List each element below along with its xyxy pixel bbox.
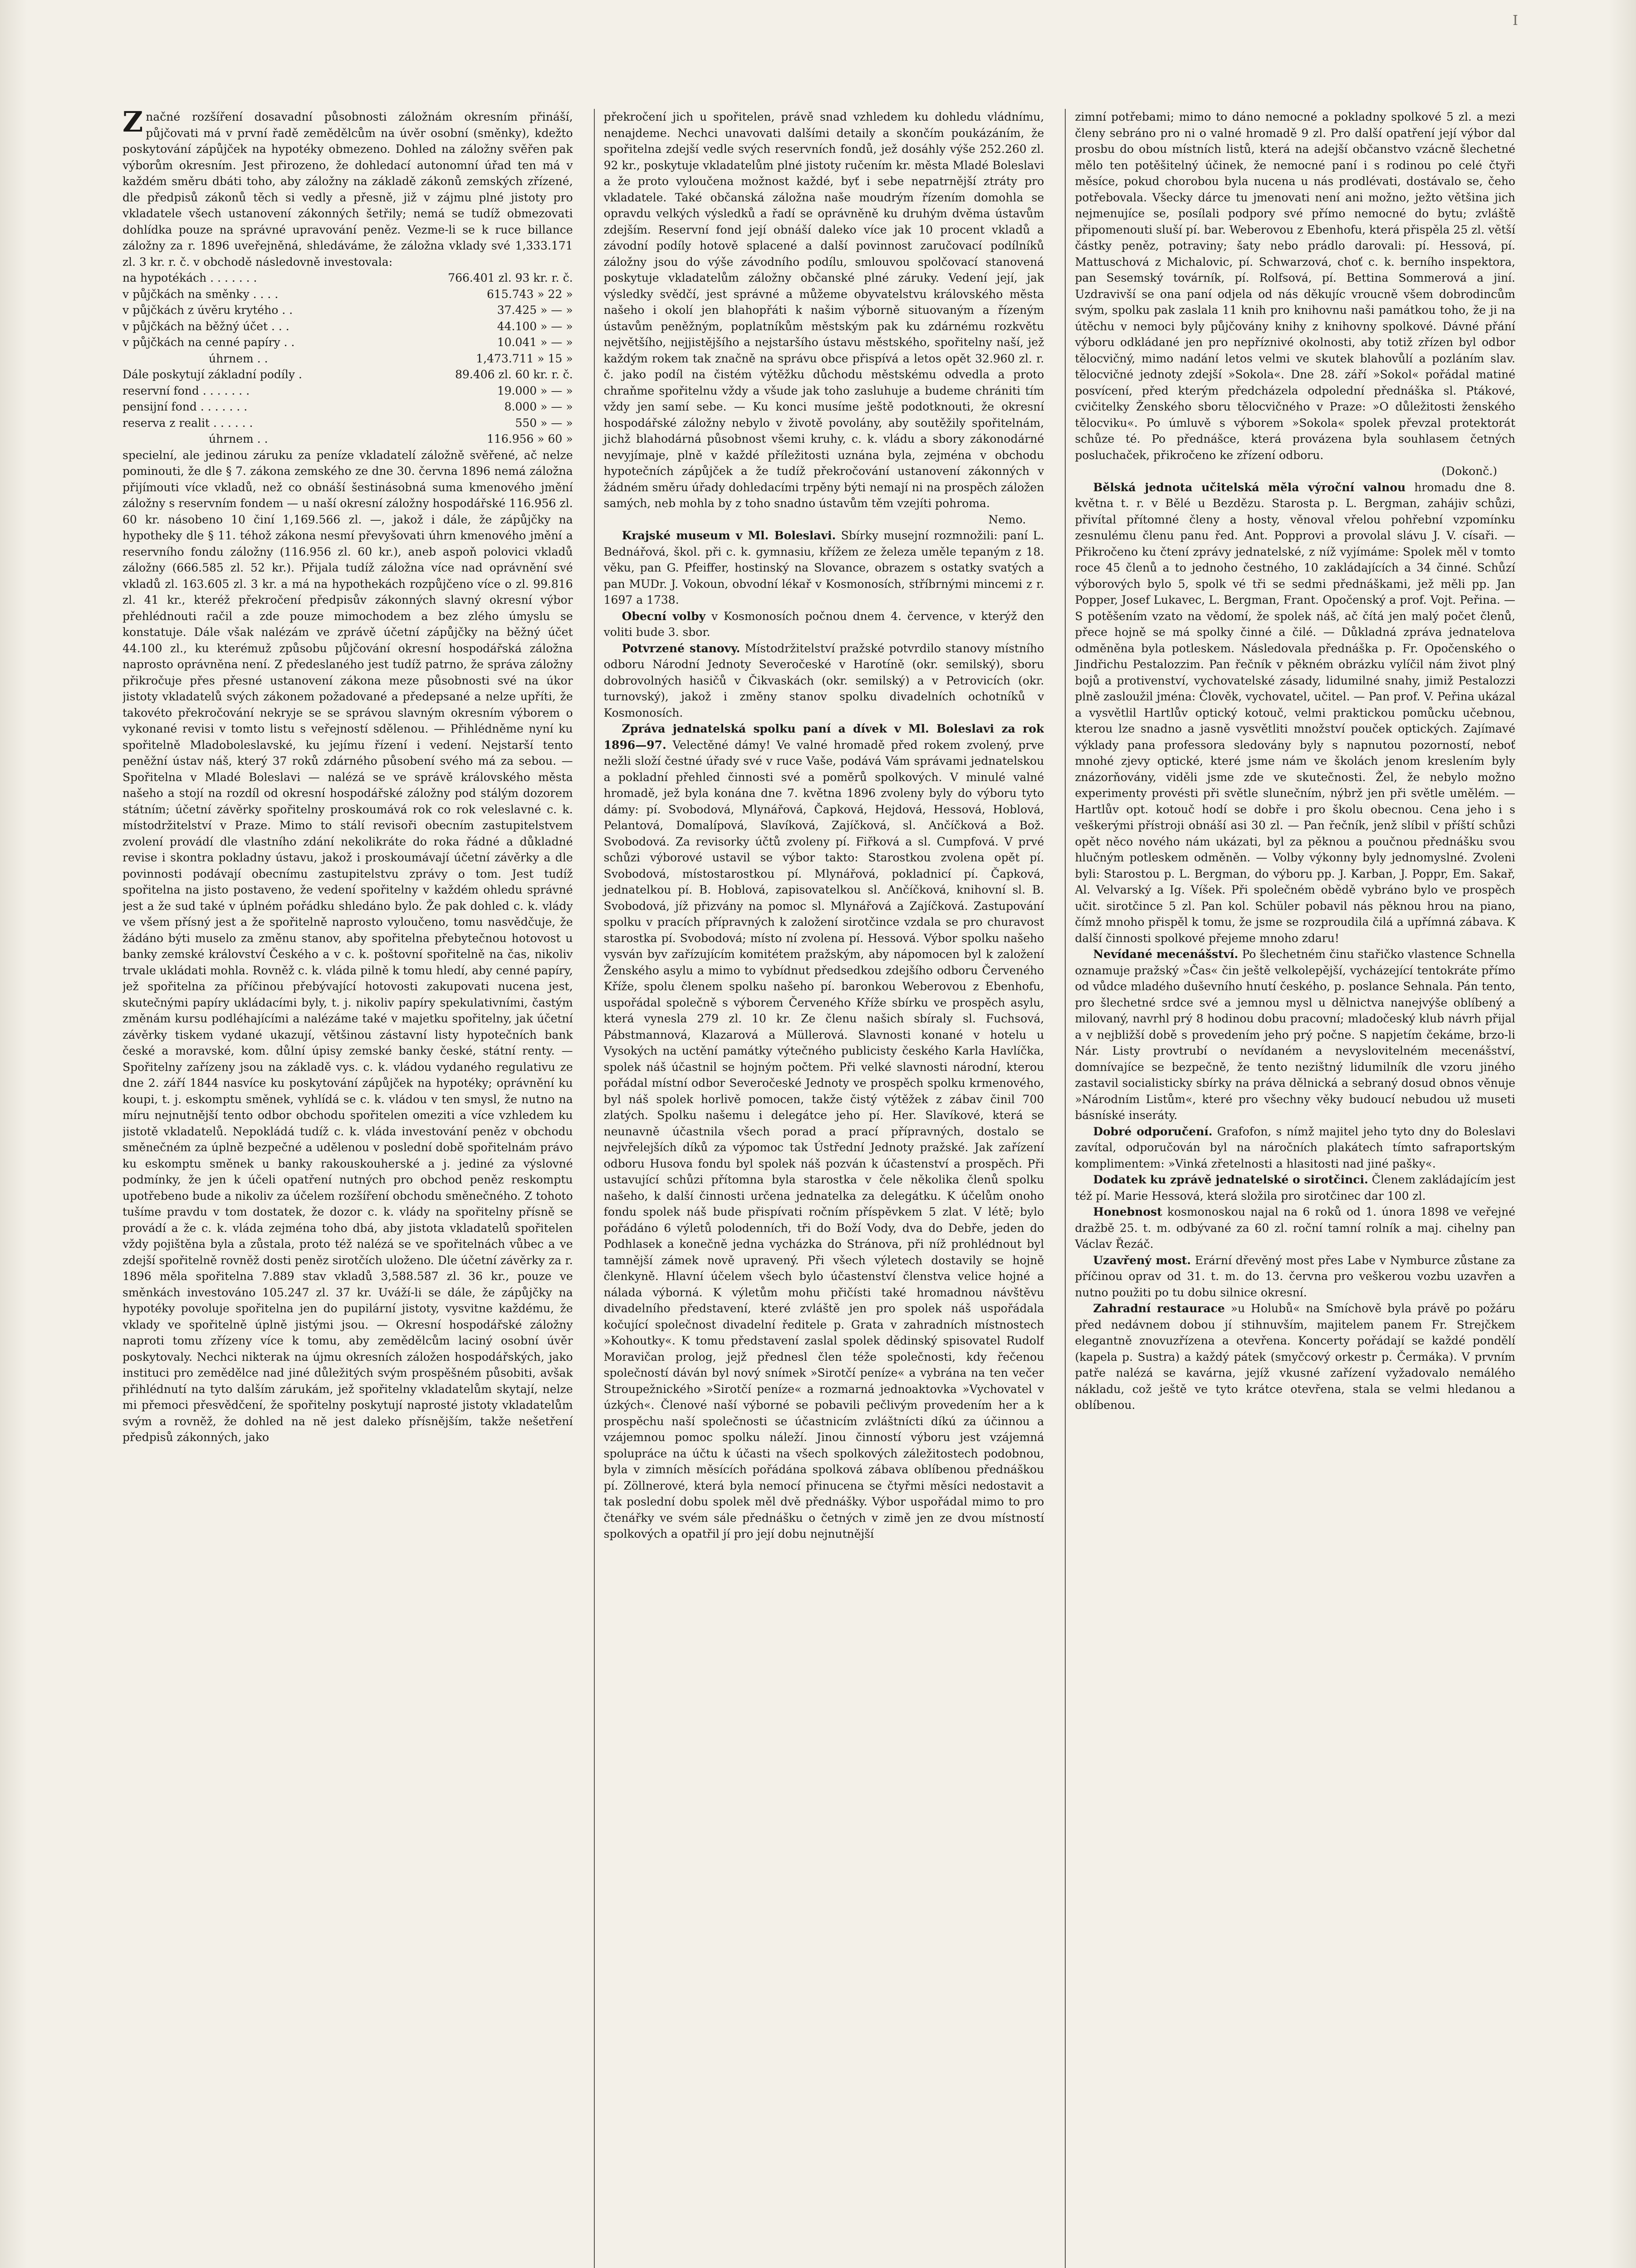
news-item: Zpráva jednatelská spolku paní a dívek v Ml. Boleslavi za rok 1896—97. Velectěné dámy! Ve valné hromadě před rokem zvolený, prve nežli složí čestné úřady své v ruce Vaše, podává Vám správami jednatelskou a pokladní přehled činnosti své a poměrů spolkových. V minulé valné hromadě, jež byla konána dne 7. května 1896 zvoleny byly do výboru tyto dámy: pí. Svobodová, Mlynářová, Čapková, Hejdová, Hessová, Hoblová, Pelantová, Domalípová, Slavíková, Zajíčková, sl. Ančíčková a Bož. Svobodová. Za revisorky účtů zvoleny pí. Fiřková a sl. Cumpfová. V prvé schůzi výborové ustavil se výbor takto: Starostkou zvolena opět pí. Svobodová, místostarostkou pí. Mlynářová, pokladnicí pí. Čapková, jednatelkou pí. B. Hoblová, zapisovatelkou sl. Ančíčková, knihovní sl. B. Svobodová, jíž přizvány na pomoc sl. Mlynářová a Zajíčková. Zastupování spolku v pracích přípravných k založení sirotčince vzdala se pro churavost starostka pí. Svobodová; místo ní zvolena pí. Hessová. Výbor spolku našeho vysván byv zařízujícím komitétem pražským, aby nápomocen byl k založení Ženského asylu a mimo to vybídnut předsedkou zdejšího odboru Červeného Kříže, spolu členem spolku našeho pí. baronkou Weberovou z Ebenhofu, uspořádal společně s výborem Červeného Kříže sbírku ve prospěch asylu, která vynesla 279 zl. 10 kr. Ze členu našich sbíraly sl. Fuchsová, Pábstmannová, Klazarová a Müllerová. Slavnosti konané v hotelu u Vysokých na uctění památky výtečného publicisty českého Karla Havlíčka, spolek náš účastnil se hojným počtem. Při velké slavnosti národní, kterou pořádal místní odbor Severočeské Jednoty ve prospěch spolku krmenového, byl náš spolek horlivě pomocen, takže čistý výtěžek z zábav činil 700 zlatých. Spolku našemu i delegátce jeho pí. Her. Slavíkové, která se neunavně účastnila všech porad a prací přípravných, dostalo se nejvřelejších díků za výpomoc tak Ústřední Jednoty pražské. Jak zařízení odboru Husova fondu byl spolek náš pozván k účastenství a prospěch. Při ustavující schůzi přítomna byla starostka v čele několika členů spolku našeho, k další činnosti určena jednatelka za delegátku. K účelům onoho fondu spolek náš bude přispívati ročním příspěvkem 5 zlat. V létě; bylo pořádáno 6 výletů polodenních, tři do Boží Vody, dva do Debře, jeden do Podhlasek a konečně jedna vycházka do Stránova, při níž prohlédnout byl tamnější zámek nově upravený. Při všech výletech dostavily se hojně členkyně. Hlavní účelem všech bylo účastenství členstva velice hojné a nálada výborná. K výletům mohu přičísti také hromadnou návštěvu divadelního představení, které zvláště jen pro spolek náš uspořádala kočující společnost divadelní ředitele p. Grata v zahradních místnostech »Kohoutky«. K tomu představení zaslal spolek dědinský spisovatel Rudolf Moravičan prolog, jejž přednesl člen téže společnosti, kdy řečenou společností dáván byl nový snímek »Sirotčí peníze« a vybrána na ten večer Stroupežnického »Sirotčí peníze« a rozmarná jednoaktovka »Vychovatel v úzkých«. Členové naší výborné se pobavili pečlivým provedením her a k prospěchu naší společnosti se účastnicím zvláštnícti díkú za účinnou a vzájemnou pomoc spolku náleží. Jinou činností výboru jest vzájemná spolupráce na účtu k účasti na všech spolkových záležitostech podobnou, byla v zimních měsících pořádána spolková zábava oblíbenou přednáškou pí. Zöllnerové, která byla nemocí přinucena se čtyřmi měsíci nedostavit a tak poslední dobu spolek měl dvě přednášky. Výbor uspořádal mimo to pro čtenářky ve svém sále přednášku o četných v zimě jen ze dvou místností spolkových a opatřil jí pro její dobu nejnutnější <box>603 722 1044 1540</box>
table-row: pensijní fond . . . . . . . 8.000 » — » <box>122 400 573 413</box>
article-signature: Nemo. <box>988 513 1026 526</box>
news-headline: Zpráva jednatelská spolku paní a dívek v Ml. Boleslavi za rok 1896—97. <box>603 722 1044 752</box>
table-row: v půjčkách na cenné papíry . . 10.041 » — » <box>122 336 573 349</box>
table-row: na hypotékách . . . . . . . 766.401 zl. 93 kr. r. č. <box>122 271 573 284</box>
news-headline: Potvrzené stanovy. <box>622 641 740 655</box>
table-row: v půjčkách na běžný účet . . . 44.100 » — » <box>122 319 573 333</box>
news-headline: Nevídané mecenášství. <box>1093 948 1239 961</box>
scan-edge-left <box>0 0 27 2268</box>
article-body: překročení jich u spořitelen, právě snad vzhledem ku dohledu vládnímu, nenajdeme. Nechci unavovati dalšími detaily a skončím poukázáním, že spořitelna zdejší vedle svých reservních fondů, jež dosáhly výše 252.260 zl. 92 kr., poskytuje vkladatelům plné jistoty ručením kr. města Mladé Boleslavi a že proto vyloučena možnost každé, byť i sebe nepatrnější ztráty pro vkladatele. Také občanská záložna naše moudrým řízením domohla se opravdu velkých výsledků a řadí se oprávněně ku druhým dvěma ústavům zdejším. Reservní fond její obnáší daleko více jak 10 procent vkladů a závodní podíly hotově splacené a další povinnost zaručovací podílníků záložny jsou do výše závodního podílu, smlouvou spolčovací stanovená poskytuje vkladatelům záložny občanské plné záruky. Vedení její, jak výsledky svědčí, jest správné a můžeme obyvatelstvu královského města našeho i okolí jen blahopřáti k našim výborně situovaným a řízeným ústavům peněžným, poplatníkům městským pak ku zdárnému rozkvětu největšího, nejjistějšího a nejstaršího ústavu městského, spořitelny naší, jež každým rokem tak značně na správu obce přispívá a letos opět 32.960 zl. r. č. jako podíl na čistém výtěžku důchodu městskému odvedla a proto chraňme spořitelnu vždy a všude jak toho zasluhuje a budeme chrániti tím vždy jen samí sebe. — Ku konci musíme ještě podotknouti, že okresní hospodářské záložny nebylo v životě povolány, aby soutěžily spořitelnám, jichž blahodárná působnost všemi kruhy, c. k. vládu a sbory zákonodárné nevyjímaje, plně v každé příležitosti uznána byla, zejména v obchodu hypotečních zápůjček a že tudíž překročování ustanovení zákonných v žádném směru úřady dohledacími trpěny býti nemají ni na prospěch záložen samých, neb mohla by z toho snadno ústavům těm vzejíti pohroma. <box>603 110 1044 510</box>
news-headline: Obecní volby <box>622 609 706 623</box>
news-item: Dobré odporučení. Grafofon, s nímž majitel jeho tyto dny do Boleslavi zavítal, odporučován byl na náročních plakátech tímto safraportským komplimentem: »Vinká zřetelnosti a hlasitosti nad jiné pašky«. <box>1075 1124 1515 1170</box>
article-signature: (Dokonč.) <box>1441 464 1497 478</box>
scan-edge-right <box>1609 0 1636 2268</box>
table-row: reserva z realit . . . . . . 550 » — » <box>122 416 573 430</box>
news-headline: Zahradní restaurace <box>1093 1302 1225 1315</box>
news-headline: Uzavřený most. <box>1093 1253 1191 1267</box>
news-headline: Dodatek ku zprávě jednatelské o sirotčinci. <box>1093 1173 1368 1186</box>
column-2 <box>594 109 1044 2268</box>
article-continuation: Značné rozšíření dosavadní působnosti záložnám okresním přináší, půjčovati má v první řadě zemědělcům na úvěr osobní (směnky), kdežto poskytování zápůjček na hypotéky obmezeno. Dohled na záložny svěřen pak výborům okresním. Jest přirozeno, že dohledací autonomní úřad ten má v každém směru dbáti toho, aby záložny na základě zákonů zemských zřízené, dle předpisů zákonů těch si vedly a přesně, již v zájmu plné jistoty pro vkladatele všech ustanovení zákonných šetřily; nemá se tudíž obmezovati dohlídka pouze na správné upravování peněz. Vezme-li se k ruce billance záložny za r. 1896 uveřejněná, shledáváme, že záložna vklady své 1,333.171 zl. 3 kr. r. č. v obchodě následovně investovala: <box>122 109 573 269</box>
table-row: v půjčkách na směnky . . . . 615.743 » 22 » <box>122 287 573 301</box>
column-3 <box>1065 109 1515 2268</box>
news-headline: Dobré odporučení. <box>1093 1124 1213 1138</box>
news-item: Obecní volby v Kosmonosích počnou dnem 4. července, v kterýž den voliti bude 3. sbor. <box>603 609 1044 639</box>
article-body: zimní potřebami; mimo to dáno nemocné a pokladny spolkové 5 zl. a mezi členy sebráno pro ni o valné hromadě 9 zl. Pro další opatření její výbor dal prosbu do obou místních listů, která na adejší občanstvo vzácně šlechetné mělo ten potěšitelný účinek, že nemocné paní i s rodinou po celé čtyři měsíce, pokud chorobou byla nucena u nás prodlévati, dostávalo se, čeho potřebovala. Všecky dárce tu jmenovati není ani možno, ježto většina jich nejmenujíce se, posílali podpory své přímo nemocné do bytu; zvláště připomenouti sluší pí. bar. Weberovou z Ebenhofu, která přispěla 25 zl. větší částky peněz, potraviny; šaty nebo prádlo darovali: pí. Hessová, pí. Mattuschová z Michalovic, pí. Schwarzová, choť c. k. berního inspektora, pan Sesemský továrník, pí. Rolfsová, pí. Bettina Sommerová a jiní. Uzdravivší se ona paní odjela od nás děkujíc vroucně všem dobrodincům svým, spolku pak zaslala 11 knih pro knihovnu naši památkou toho, že ji na útěchu v nemoci byly půjčovány knihy z knihovny spolkové. Dávné přání výboru odkládané jen pro nepříznivé okolnosti, aby totiž zřízen byl odbor tělocvičný, mimo nadání letos velmi ve skutek blahovůlí a pozláním slav. tělocvičné jednoty zdejší »Sokola«. Dne 28. září »Sokol« pořádal matiné posvícení, před kterým předcházela odpolední přednáška sl. Ptákové, cvičitelky Ženského sboru tělocvičného v Praze: »O důležitosti ženského tělocviku«. Po úmluvě s výborem »Sokola« spolek převzal protektorát schůze té. Po přednášce, která provázena byla souhlasem četných posluchaček, přikročeno ke zřízení odboru. <box>1075 110 1515 462</box>
column-1 <box>122 109 573 2268</box>
table-total-row: úhrnem . . 1,473.711 » 15 » <box>209 352 573 365</box>
news-headline: Honebnost <box>1093 1205 1162 1218</box>
article-body: specielní, ale jedinou záruku za peníze vkladatelí záložně svěřené, ač nelze pominouti, že dle § 7. zákona zemského ze dne 30. června 1896 nemá záložna přijímouti více vkladů, než co obnáší šestinásobná suma kmenového jmění záložny s reservním fondem — u naší okresní záložny hospodářské 116.956 zl. 60 kr. násobeno 10 činí 1,169.566 zl. —, jakož i dále, že zápůjčky na hypotheky dle § 11. téhož zákona nesmí převyšovati úhrn kmenového jmění a reservního fondu záložny (116.956 zl. 60 kr.), aneb aspoň polovici vkladů záložny (666.585 zl. 52 kr.). Přijala tudíž záložna více nad oprávnění své vkladů zl. 163.605 zl. 3 kr. a má na hypothekách rozpůjčeno více o zl. 99.816 zl. 41 kr., kteréž překročení předpisův zákonných slavný okresní výbor přehlédnouti račil a zde pouze mimochodem a bez zlého úmyslu se konstatuje. Dále však nalézám ve zprávě účetní zápůjčky na běžný účet 44.100 zl., ku kterémuž způsobu půjčování okresní hospodářská záložna naprosto oprávněna není. Z předeslaného jest tudíž patrno, že správa záložny přikročuje přes přesné ustanovení zákona meze působnosti své na úkor jistoty vkladatelů svých zákonem požadované a předepsané a nelze upříti, že takovéto překročování nekryje se se správou slavným okresním výborem o vykonané revisi v tomto listu s veřejností sdělenou. — Přihlédněme nyní ku spořitelně Mladoboleslavské, ku jejímu řízení i vedení. Nejstarší tento peněžní ústav náš, který 37 roků zdárného působení svého má za sebou. — Spořitelna v Mladé Boleslavi — nalézá se ve správě královského města našeho a stojí na rozdíl od okresní hospodářské záložny pod stálým dozorem státním; účetní závěrky spořitelny proskoumává rok co rok veleslavné c. k. místodržitelství v Praze. Mimo to stálí revisoři obecním zastupitelstvem zvolení provádí dle vlastního zdání nekolikráte do roka řádné a důkladné revise i skontra pokladny ústavu, jakož i proskoumávají účetní závěrky a dle povinnosti podávají obecnímu zastupitelstvu zprávy o tom. Jest tudíž spořitelna na jisto postaveno, že vedení spořitelny v každém ohledu správné jest a že sud také v úplném pořádku shledáno bylo. Že pak dohled c. k. vlády ve všem přísný jest a že spořitelně naprosto vyloučeno, tomu nasvědčuje, že žádáno býti muselo za změnu stanov, aby spořitelna přebytečnou hotovost u banky zemské království Českého a v c. k. poštovní spořitelně na čas, nikoliv trvale ukládati mohla. Rovněž c. k. vláda pilně k tomu hledí, aby cenné papíry, jež spořitelna za příčinou přebývající hotovosti zakupovati nucena jest, skutečnými papíry ukládacími byly, t. j. nikoliv papíry spekulativními, častým změnám kursu podléhajícími a nalézáme také v majetku spořitelny, jak účetní závěrky tiskem vydané ukazují, většinou zástavní listy hypotečních bank české a moravské, kom. důlní úpisy zemské banky české, státní renty. — Spořitelny zařízeny jsou na základě vys. c. k. vládou vydaného regulativu ze dne 2. září 1844 nasvíce ku poskytování zápůjček na hypotéky; oprávnění ku koupi, t. j. eskomptu směnek, vyhlídá se c. k. vládou v ten smysl, že nutno na míru nejnutnější tento odbor obchodu spořitelen omeziti a více vzhledem ku jistotě vkladatelů. Nepokládá tudíž c. k. vláda investování peněz v obchodu směnečném za úplně bezpečné a udělenou v poslední době spořitelnám právo ku eskomptu směnek u banky rakouskouherské a j. jediné za výslovné podmínky, že jen k účeli opatření nutných pro obchod peněz reskomptu upotřebeno bude a nikoliv za účelem rozšíření obchodu směnečného. Z tohoto tušíme pravdu v tom dostatek, že dozor c. k. vlády na spořitelny přísně se provádí a že c. k. vláda zejména toho dbá, aby jistota vkladatelů spořitelen vždy pojištěna byla a zůstala, proto též nalézá se ve spořitelnách vůbec a ve zdejší spořitelně rovněž dosti peněz sirotčích uloženo. Dle účetní závěrky za r. 1896 měla spořitelna 7.889 stav vkladů 3,588.587 zl. 36 kr., pouze ve směnkách investováno 105.247 zl. 37 kr. Uváží-li se dále, že zápůjčky na hypotéky povoluje spořitelna jen do pupilární jistoty, vysvitne každému, že vklady ve spořitelně úplně jistými jsou. — Okresní hospodářské záložny naproti tomu zřízeny více k tomu, aby zemědělcům laciný osobní úvěr poskytovaly. Nechci nikterak na újmu okresních záložen hospodářských, jako instituci pro zemědělce nad jiné důležitých svým prospěšném působiti, avšak přihlédnutí na tyto dalším zárukám, jež spořitelny vkladatelům skytají, nelze mi přemoci přesvědčení, že spořitelny poskytují naprosté jistoty vkladatelům svým a rovněž, že dohled na ně jest daleko přísnějším, takže nešetření předpisů zákonných, jako <box>122 448 573 1444</box>
drop-cap: Z <box>122 109 143 138</box>
news-headline: Bělská jednota učitelská měla výroční valnou <box>1093 480 1406 494</box>
text-columns <box>122 109 1515 2268</box>
news-item: Bělská jednota učitelská měla výroční valnou hromadu dne 8. května t. r. v Bělé u Bezdězu. Starosta p. L. Bergman, zahájiv schůzi, přivítal přítomné členy a hosty, věnoval vřelou pohřební vzpomínku zesnulému členu panu řed. Ant. Popprovi a provolal slávu J. V. císaři. — Přikročeno ku čtení zprávy jednatelské, z níž vyjímáme: Spolek měl v tomto roce 45 členů a to jednoho čestného, 10 zakládajících a 34 činné. Schůzí výborových bylo 5, spolk vé tři se sedmi přednáškami, jež měli pp. Jan Popper, Josef Lukavec, L. Bergman, Frant. Opočenský a prof. Vojt. Peřina. — S potěšením vzato na vědomí, že spolek náš, ač čítá jen malý počet členů, přece hojně se má spolky činné a čilé. — Důkladná zpráva jednatelova odměněna byla potleskem. Následovala přednáška p. Fr. Opočenského o Jindřichu Pestalozzim. Pan řečník v pěkném obrázku vylíčil nám život plný bojů a protivenství, vychovatelské zásady, lidumilné snahy, jimiž Pestalozzi plně zasloužil jména: Člověk, vychovatel, učitel. — Pan prof. V. Peřina ukázal a vysvětlil Hartlův optický kotouč, velmi praktickou pomůcku učebnou, kterou lze snadno a jasně vysvětliti množství pouček optických. Zajímavé výklady pana professora sledovány byly s napnutou pozorností, neboť mnohé zjevy optické, které jsme nám ve školách jenom kreslením byly znázorňovány, viděli jsme zde ve skutečnosti. Žel, že nebylo možno experimenty provésti při světle slunečním, nýbrž jen při světle umělém. — Hartlův opt. kotouč hodí se dobře i pro školu obecnou. Cena jeho i s veškerými přístroji obnáší asi 30 zl. — Pan řečník, jenž slíbil v příští schůzi opět něco nového nám ukázati, byl za pěknou a poučnou přednášku svou hlučným potleskem odměněn. — Volby výkonny byly jednomyslné. Zvoleni byli: Starostou p. L. Bergman, do výboru pp. J. Karban, J. Poppr, Em. Sakař, Al. Velvarský a Ig. Víšek. Při společném obědě vybráno bylo ve prospěch učit. sirotčince 5 zl. Pan kol. Schüler pobavil nás pěknou hrou na piano, čímž mnoho přispěl k tomu, že jsme se rozproudila čilá a upřímná zábava. K další činnosti spolkové přejeme mnoho zdaru! <box>1075 480 1515 945</box>
news-item: Zahradní restaurace »u Holubů« na Smíchově byla právě po požáru před nedávnem dobou jí stihnuvším, majitelem panem Fr. Strejčkem elegantně znovuzřízena a otevřena. Koncerty pořádají se každé pondělí (kapela p. Sustra) a každý pátek (smyčcový orkestr p. Čermáka). V prvním patře nalézá se kavárna, jejíž vkusné zařízení vyžadovalo nemálého nákladu, což ještě ve tyto krátce otevřena, stala se velmi hledanou a oblíbenou. <box>1075 1302 1515 1412</box>
news-headline: Krajské museum v Ml. Boleslavi. <box>622 529 836 542</box>
page-mark: I <box>1513 13 1518 29</box>
news-item: Dodatek ku zprávě jednatelské o sirotčinci. Členem zakládajícím jest též pí. Marie Hessová, která složila pro sirotčinec dar 100 zl. <box>1075 1173 1515 1202</box>
investment-table <box>122 270 573 447</box>
table-row: reservní fond . . . . . . . 19.000 » — » <box>122 384 573 397</box>
news-item: Nevídané mecenášství. Po šlechetném činu stařičko vlastence Schnella oznamuje pražský »Čas« čin ještě velkolepější, vycházející tentokráte přímo od vůdce mladého duševního hnutí českého, p. poslance Sehnala. Pán tento, pro šlechetné srdce své a jemnou mysl u dělnictva nanejvýše oblíbený a milovaný, navrhl prý 8 hodinou dobu pracovní; mladočeský klub návrh přijal a v nejbližší době s provedením jeho prý počne. S napjetím čekáme, brzo-li Nár. Listy provtrubí o nevídaném a nevyslovitelném mecenášství, domnívajíce se bezpečně, že tento nezištný lidumilník dle vzoru jiného zastavil socialisticky sbírky na práva dělnická a sebraný dosud obnos věnuje »Národním Listům«, které pro všechny věky budoucí nebudou už museti básníské inseráty. <box>1075 948 1515 1122</box>
news-item: Potvrzené stanovy. Místodržitelství pražské potvrdilo stanovy místního odboru Národní Jednoty Severočeské v Harotíně (okr. semilský), sboru dobrovolných hasičů v Čikvaskách (okr. semilský) a v Petrovicích (okr. turnovský), jakož i změny stanov spolku divadelních ochotníků v Kosmonosích. <box>603 641 1044 719</box>
news-item: Uzavřený most. Erární dřevěný most přes Labe v Nymburce zůstane za příčinou oprav od 31. t. m. do 13. června pro veškerou vozbu uzavřen a nutno použiti po tu dobu silnice okresní. <box>1075 1253 1515 1299</box>
news-item: Krajské museum v Ml. Boleslavi. Sbírky musejní rozmnožili: paní L. Bednářová, škol. při c. k. gymnasiu, křížem ze železa uměle tepaným z 18. věku, pan G. Pfeiffer, hostinský na Slovance, obrazem s ostatky svatých a pan MUDr. J. Vokoun, obvodní lékař v Kosmonosích, stříbrnými mincemi z r. 1697 a 1738. <box>603 529 1044 606</box>
table-total-row: úhrnem . . 116.956 » 60 » <box>209 432 573 445</box>
news-item: Honebnost kosmonoskou najal na 6 roků od 1. února 1898 ve veřejné dražbě 25. t. m. odbývané za 60 zl. roční tamní rolník a maj. cihelny pan Václav Řezáč. <box>1075 1205 1515 1251</box>
table-row: v půjčkách z úvěru krytého . . 37.425 » — » <box>122 303 573 317</box>
table-row: Dále poskytují základní podíly . 89.406 zl. 60 kr. r. č. <box>122 368 573 381</box>
